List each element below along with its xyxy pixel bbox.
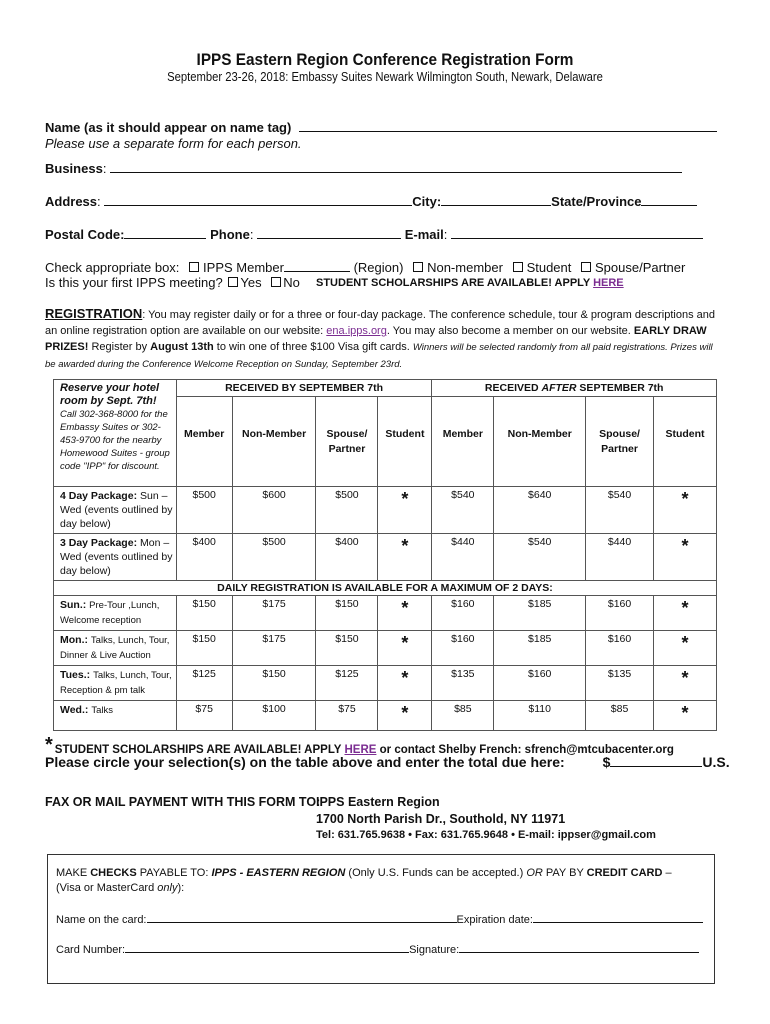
signature-field[interactable] — [459, 940, 699, 953]
pay-make: MAKE — [56, 867, 91, 879]
price-row — [54, 666, 717, 701]
pay-only: only — [157, 882, 178, 894]
total-field[interactable] — [610, 754, 702, 767]
apply-here-link-top[interactable]: HERE — [593, 277, 624, 289]
pay-payable: PAYABLE TO: — [136, 867, 212, 879]
form-subtitle: September 23-26, 2018: Embassy Suites Newark Wilmington South, Newark, Delaware — [167, 70, 603, 84]
price-cell[interactable]: $500 — [316, 487, 378, 534]
contact-row: Postal Code: Phone: E-mail: — [45, 226, 703, 242]
price-cell[interactable]: $540 — [432, 487, 494, 534]
column-header: Student — [378, 397, 432, 487]
group-after-pre: RECEIVED — [484, 382, 542, 394]
yes-label: Yes — [240, 275, 262, 290]
price-cell[interactable]: $185 — [494, 596, 586, 631]
pay-or: OR — [526, 867, 543, 879]
org-name: IPPS Eastern Region — [316, 795, 440, 809]
category-prompt: Check appropriate box: — [45, 260, 180, 275]
price-cell[interactable]: $160 — [494, 666, 586, 701]
card-number-label: Card Number: — [56, 944, 126, 956]
registration-text-4: to win one of three $100 Visa gift cards. — [213, 341, 413, 353]
student-star-cell[interactable]: * — [654, 596, 717, 631]
ipps-member-label: IPPS Member — [203, 260, 284, 275]
card-name-label: Name on the card: — [56, 914, 147, 926]
registration-text-3: Register by — [88, 341, 151, 353]
spouse-label: Spouse/Partner — [595, 260, 686, 275]
student-label: Student — [526, 260, 572, 275]
row-name: 3 Day Package — [60, 537, 134, 549]
column-header: Member — [432, 397, 494, 487]
card-number-row — [56, 940, 699, 956]
price-cell[interactable]: $75 — [316, 701, 378, 731]
address-row: Address: City: State/Province — [45, 193, 697, 209]
price-table — [53, 379, 717, 731]
price-cell[interactable]: $175 — [232, 596, 316, 631]
registration-paragraph — [45, 306, 725, 373]
column-header: Member — [176, 397, 232, 487]
card-name-row — [56, 910, 703, 926]
group-after-post: SEPTEMBER 7th — [576, 382, 664, 394]
phone-label: Phone — [210, 227, 250, 242]
price-row — [54, 487, 717, 534]
hotel-note-bold: Reserve your hotel room by Sept. 7th! — [60, 382, 160, 407]
row-desc: Mon – Wed (events outlined by day below) — [60, 537, 173, 577]
row-name: Wed. — [60, 704, 85, 716]
email-label: E-mail — [404, 227, 444, 242]
price-cell[interactable]: $400 — [316, 534, 378, 581]
price-cell[interactable]: $185 — [494, 631, 586, 666]
price-cell[interactable]: $175 — [232, 631, 316, 666]
hotel-note: Call 302-368-8000 for the Embassy Suites or 302-453-9700 for the nearby Homewood Suites - group code "IPP" for discount. — [60, 409, 170, 472]
daily-banner: DAILY REGISTRATION IS AVAILABLE FOR A MAXIMUM OF 2 DAYS: — [54, 581, 717, 596]
first-meeting-row — [45, 275, 300, 290]
address-label: Address — [45, 194, 98, 209]
price-cell[interactable]: $160 — [586, 631, 654, 666]
early-draw-text: EARLY DRAW PRIZES! — [45, 325, 707, 353]
price-cell[interactable]: $400 — [176, 534, 232, 581]
price-cell[interactable]: $640 — [494, 487, 586, 534]
total-prefix: $ — [602, 754, 611, 770]
student-star-cell[interactable]: * — [654, 701, 717, 731]
price-cell[interactable]: $440 — [432, 534, 494, 581]
yes-checkbox[interactable] — [228, 277, 238, 287]
name-field[interactable] — [299, 119, 717, 132]
fax-label: FAX OR MAIL PAYMENT WITH THIS FORM TO: — [45, 795, 321, 809]
ipps-member-checkbox[interactable] — [189, 262, 199, 272]
student-star-cell[interactable]: * — [378, 631, 432, 666]
org-street: 1700 North Parish Dr., Southold, NY 11971 — [316, 812, 566, 826]
price-cell[interactable]: $600 — [232, 487, 316, 534]
price-cell[interactable]: $160 — [432, 631, 494, 666]
pay-only-us: (Only U.S. Funds can be accepted.) — [345, 867, 527, 879]
payment-instructions — [56, 866, 696, 896]
pay-payee: IPPS - EASTERN REGION — [211, 867, 346, 879]
scholarship-contact: or contact Shelby French: sfrench@mtcubacenter.org — [379, 744, 674, 756]
student-star-cell[interactable]: * — [654, 631, 717, 666]
student-star-cell[interactable]: * — [378, 487, 432, 534]
price-cell[interactable]: $135 — [586, 666, 654, 701]
region-label: (Region) — [353, 260, 404, 275]
signature-label: Signature: — [409, 944, 460, 956]
price-cell[interactable]: $160 — [586, 596, 654, 631]
price-row — [54, 596, 717, 631]
pay-cards-end: ): — [177, 882, 185, 894]
expiration-label: Expiration date: — [456, 914, 533, 926]
no-label: No — [283, 275, 300, 290]
price-cell[interactable]: $440 — [586, 534, 654, 581]
business-row: Business: — [45, 160, 682, 176]
student-star-cell[interactable]: * — [378, 666, 432, 701]
email-field[interactable] — [451, 226, 703, 239]
row-label: Tues.: Talks, Lunch, Tour, Reception & pm talk — [54, 666, 177, 701]
name-row — [45, 119, 717, 135]
scholarship-star: * — [45, 734, 53, 756]
pay-checks: CHECKS — [90, 867, 137, 879]
student-star-cell[interactable]: * — [378, 701, 432, 731]
price-cell[interactable]: $150 — [232, 666, 316, 701]
state-field[interactable] — [641, 193, 697, 206]
pay-by: PAY BY — [542, 867, 587, 879]
row-desc: Talks — [91, 705, 113, 716]
price-cell[interactable]: $85 — [586, 701, 654, 731]
registration-text-2: . You may also become a member on our website. — [386, 325, 634, 337]
total-suffix: U.S. — [702, 754, 730, 770]
postal-field[interactable] — [124, 226, 206, 239]
price-cell[interactable]: $540 — [494, 534, 586, 581]
column-header: Non-Member — [494, 397, 586, 487]
column-header: Spouse/ Partner — [316, 397, 378, 487]
student-checkbox[interactable] — [513, 262, 523, 272]
org-contact: Tel: 631.765.9638 • Fax: 631.765.9648 • E-mail: ippser@gmail.com — [316, 829, 656, 841]
row-name: 4 Day Package — [60, 490, 134, 502]
column-header: Student — [654, 397, 717, 487]
state-label: State/Province — [551, 194, 642, 209]
non-member-label: Non-member — [427, 260, 503, 275]
price-cell[interactable]: $110 — [494, 701, 586, 731]
student-star-cell[interactable]: * — [378, 596, 432, 631]
scholarship-text-top: STUDENT SCHOLARSHIPS ARE AVAILABLE! APPLY — [316, 277, 591, 289]
name-label: Name (as it should appear on name tag) — [45, 120, 292, 135]
row-name: Tues. — [60, 669, 87, 681]
row-label: Mon.: Talks, Lunch, Tour, Dinner & Live Auction — [54, 631, 177, 666]
column-header: Non-Member — [232, 397, 316, 487]
row-desc: Talks, Lunch, Tour, Dinner & Live Auction — [60, 635, 170, 661]
scholarship-note-top — [316, 277, 624, 289]
pay-credit: CREDIT CARD — [586, 867, 663, 879]
region-field[interactable] — [284, 259, 350, 272]
expiration-field[interactable] — [533, 910, 703, 923]
price-cell[interactable]: $540 — [586, 487, 654, 534]
no-checkbox[interactable] — [271, 277, 281, 287]
row-name: Sun. — [60, 599, 83, 611]
city-label: City: — [412, 194, 442, 209]
price-cell[interactable]: $150 — [176, 596, 232, 631]
row-desc: Talks, Lunch, Tour, Reception & pm talk — [60, 670, 172, 696]
price-cell[interactable]: $135 — [432, 666, 494, 701]
category-row — [45, 259, 685, 275]
card-name-field[interactable] — [147, 910, 457, 923]
price-cell[interactable]: $125 — [316, 666, 378, 701]
winners-note: Winners will be selected randomly from all paid registrations. Prizes will be awarded during the Conference Welcome Reception on Sunday, September 23rd. — [45, 342, 713, 370]
scholarship-text-bottom: STUDENT SCHOLARSHIPS ARE AVAILABLE! APPLY — [54, 744, 342, 756]
price-row — [54, 701, 717, 731]
card-number-field[interactable] — [125, 940, 409, 953]
business-label: Business — [45, 161, 103, 176]
price-cell[interactable]: $150 — [316, 631, 378, 666]
price-cell[interactable]: $160 — [432, 596, 494, 631]
group-after-em: AFTER — [541, 382, 577, 394]
website-link[interactable]: ena.ipps.org — [326, 325, 387, 337]
address-field[interactable] — [104, 193, 412, 206]
group-after-header — [432, 380, 717, 397]
non-member-checkbox[interactable] — [413, 262, 423, 272]
row-label: 4 Day Package: Sun – Wed (events outlined by day below) — [54, 487, 177, 534]
registration-text-1: : You may register daily or for a three or four-day package. The conference schedule, tour & program descriptions and an online registration option are available on our website: — [45, 309, 715, 337]
price-cell[interactable]: $150 — [316, 596, 378, 631]
circle-instruction: Please circle your selection(s) on the table above and enter the total due here: — [45, 754, 565, 770]
city-field[interactable] — [441, 193, 551, 206]
row-label: Sun.: Pre-Tour ,Lunch, Welcome reception — [54, 596, 177, 631]
business-field[interactable] — [110, 160, 682, 173]
name-note: Please use a separate form for each person. — [45, 136, 302, 151]
row-desc: Sun – Wed (events outlined by day below) — [60, 490, 173, 530]
column-header: Spouse/ Partner — [586, 397, 654, 487]
student-star-cell[interactable]: * — [654, 534, 717, 581]
student-star-cell[interactable]: * — [654, 666, 717, 701]
price-cell[interactable]: $150 — [176, 631, 232, 666]
group-before-header: RECEIVED BY SEPTEMBER 7th — [176, 380, 432, 397]
deadline-text: August 13th — [150, 341, 214, 353]
price-cell[interactable]: $125 — [176, 666, 232, 701]
student-star-cell[interactable]: * — [654, 487, 717, 534]
total-row — [45, 754, 730, 770]
postal-label: Postal Code: — [45, 227, 125, 242]
price-cell[interactable]: $75 — [176, 701, 232, 731]
row-label: Wed.: Talks — [54, 701, 177, 731]
price-cell[interactable]: $100 — [232, 701, 316, 731]
row-label: 3 Day Package: Mon – Wed (events outlined by day below) — [54, 534, 177, 581]
price-cell[interactable]: $500 — [232, 534, 316, 581]
price-row — [54, 534, 717, 581]
registration-heading: REGISTRATION — [45, 306, 143, 321]
form-title: IPPS Eastern Region Conference Registration Form — [196, 51, 574, 69]
first-meeting-label: Is this your first IPPS meeting? — [45, 275, 223, 290]
row-name: Mon. — [60, 634, 85, 646]
apply-here-link-bottom[interactable]: HERE — [344, 744, 377, 756]
price-row — [54, 631, 717, 666]
price-cell[interactable]: $500 — [176, 487, 232, 534]
spouse-checkbox[interactable] — [581, 262, 591, 272]
payment-box — [47, 854, 715, 984]
row-desc: Pre-Tour ,Lunch, Welcome reception — [60, 600, 160, 626]
price-cell[interactable]: $85 — [432, 701, 494, 731]
student-star-cell[interactable]: * — [378, 534, 432, 581]
phone-field[interactable] — [257, 226, 401, 239]
hotel-note-cell — [54, 380, 177, 487]
pay-cards: – (Visa or MasterCard — [56, 867, 672, 894]
